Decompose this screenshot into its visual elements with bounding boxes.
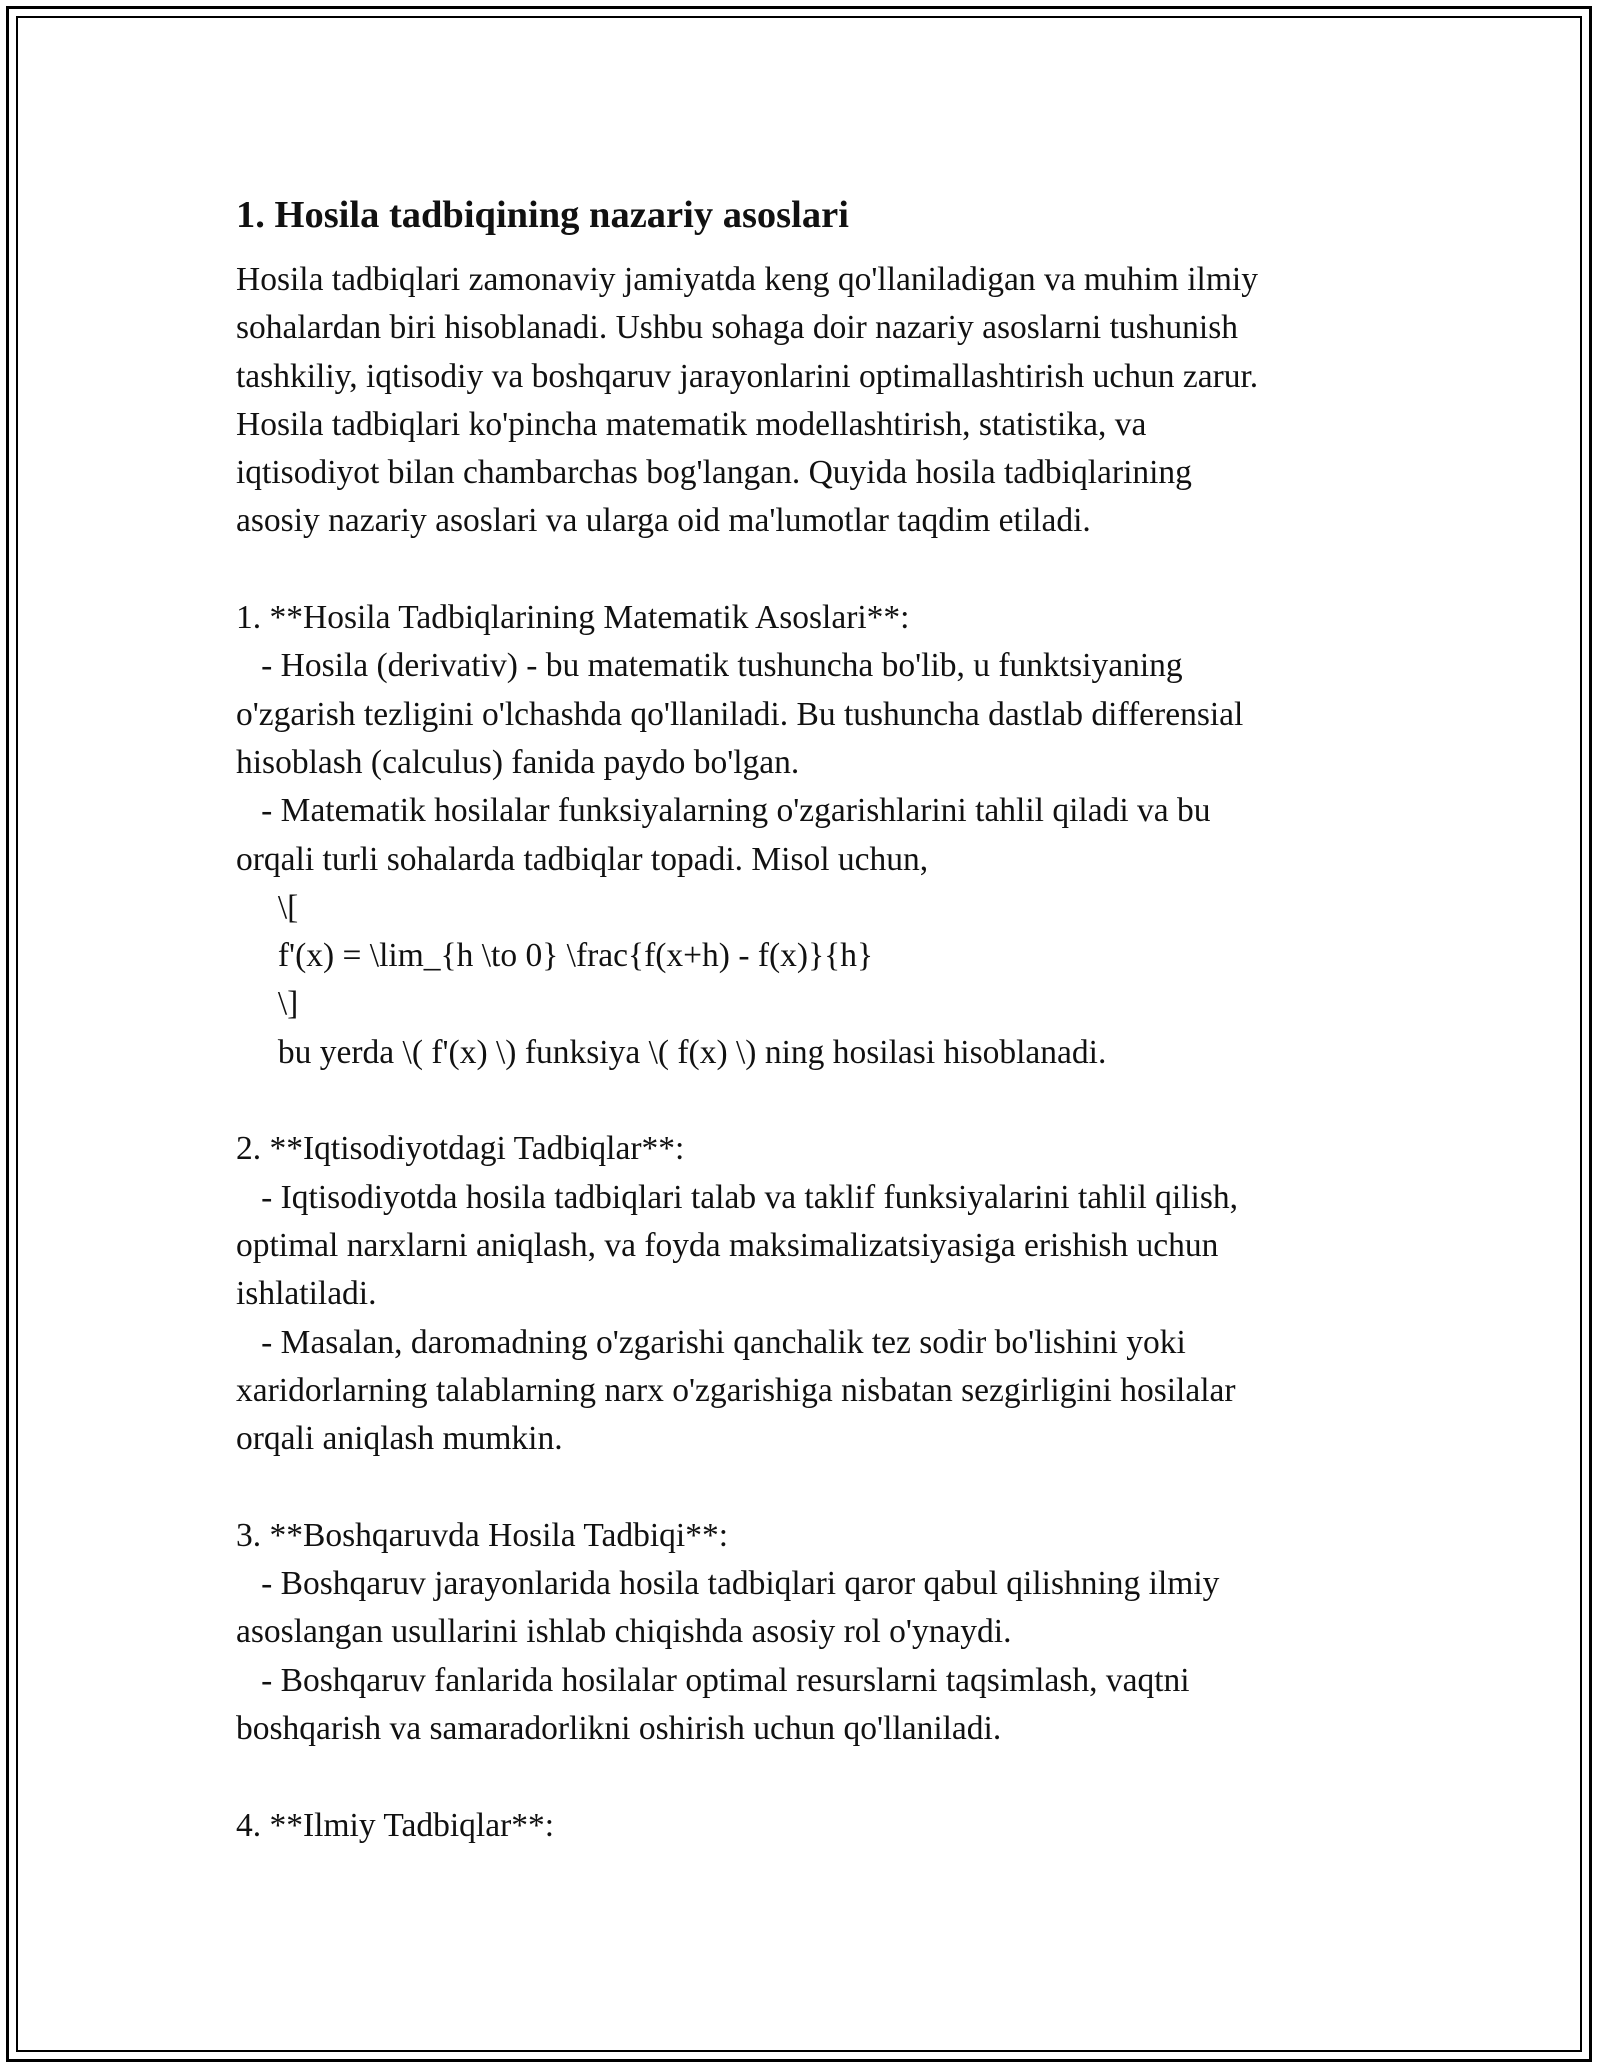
text-line: asoslangan usullarini ishlab chiqishda asosiy rol o'ynaydi.: [236, 1613, 1012, 1651]
text-line: o'zgarish tezligini o'lchashda qo'llaniladi. Bu tushuncha dastlab differensial: [236, 695, 1244, 733]
text-line: - Hosila (derivativ) - bu matematik tushuncha bo'lib, u funktsiyaning: [236, 647, 1183, 685]
text-line: 3. **Boshqaruvda Hosila Tadbiqi**:: [236, 1516, 729, 1554]
text-line: - Iqtisodiyotda hosila tadbiqlari talab va taklif funksiyalarini tahlil qilish,: [236, 1178, 1239, 1216]
blank-line: [236, 546, 1386, 594]
text-line: boshqarish va samaradorlikni oshirish uchun qo'llaniladi.: [236, 1709, 1002, 1747]
text-line: - Matematik hosilalar funksiyalarning o'zgarishlarini tahlil qiladi va bu: [236, 792, 1211, 830]
text-line: f'(x) = \lim_{h \to 0} \frac{f(x+h) - f(x)}{h}: [236, 937, 874, 975]
text-line: asosiy nazariy asoslari va ularga oid ma'lumotlar taqdim etiladi.: [236, 502, 1091, 540]
blank-line: [236, 1753, 1386, 1801]
text-line: tashkiliy, iqtisodiy va boshqaruv jarayonlarini optimallashtirish uchun zarur.: [236, 357, 1259, 395]
text-line: Hosila tadbiqlari ko'pincha matematik modellashtirish, statistika, va: [236, 405, 1147, 443]
text-line: Hosila tadbiqlari zamonaviy jamiyatda keng qo'llaniladigan va muhim ilmiy: [236, 261, 1258, 298]
text-line: 2. **Iqtisodiyotdagi Tadbiqlar**:: [236, 1130, 685, 1168]
text-line: \]: [236, 985, 299, 1023]
text-line: xaridorlarning talablarning narx o'zgarishiga nisbatan sezgirligini hosilalar: [236, 1371, 1236, 1409]
document-text: [236, 256, 1386, 1850]
document-heading: 1. Hosila tadbiqining nazariy asoslari: [236, 194, 849, 236]
text-line: 4. **Ilmiy Tadbiqlar**:: [236, 1806, 555, 1844]
text-line: orqali aniqlash mumkin.: [236, 1420, 563, 1458]
blank-line: [236, 1463, 1386, 1511]
blank-line: [236, 1077, 1386, 1125]
text-line: - Masalan, daromadning o'zgarishi qanchalik tez sodir bo'lishini yoki: [236, 1323, 1186, 1361]
text-line: sohalardan biri hisoblanadi. Ushbu sohaga doir nazariy asoslarni tushunish: [236, 309, 1239, 347]
text-line: optimal narxlarni aniqlash, va foyda maksimalizatsiyasiga erishish uchun: [236, 1226, 1219, 1264]
document-body: [236, 186, 1386, 1850]
text-line: 1. **Hosila Tadbiqlarining Matematik Asoslari**:: [236, 599, 910, 637]
text-line: - Boshqaruv jarayonlarida hosila tadbiqlari qaror qabul qilishning ilmiy: [236, 1565, 1220, 1603]
text-line: - Boshqaruv fanlarida hosilalar optimal resurslarni taqsimlash, vaqtni: [236, 1661, 1190, 1699]
text-line: iqtisodiyot bilan chambarchas bog'langan. Quyida hosila tadbiqlarining: [236, 454, 1192, 492]
text-line: hisoblash (calculus) fanida paydo bo'lgan.: [236, 743, 800, 781]
text-line: ishlatiladi.: [236, 1275, 377, 1313]
text-line: orqali turli sohalarda tadbiqlar topadi. Misol uchun,: [236, 840, 929, 878]
text-line: \[: [236, 888, 299, 926]
text-line: bu yerda \( f'(x) \) funksiya \( f(x) \) ning hosilasi hisoblanadi.: [236, 1033, 1107, 1071]
